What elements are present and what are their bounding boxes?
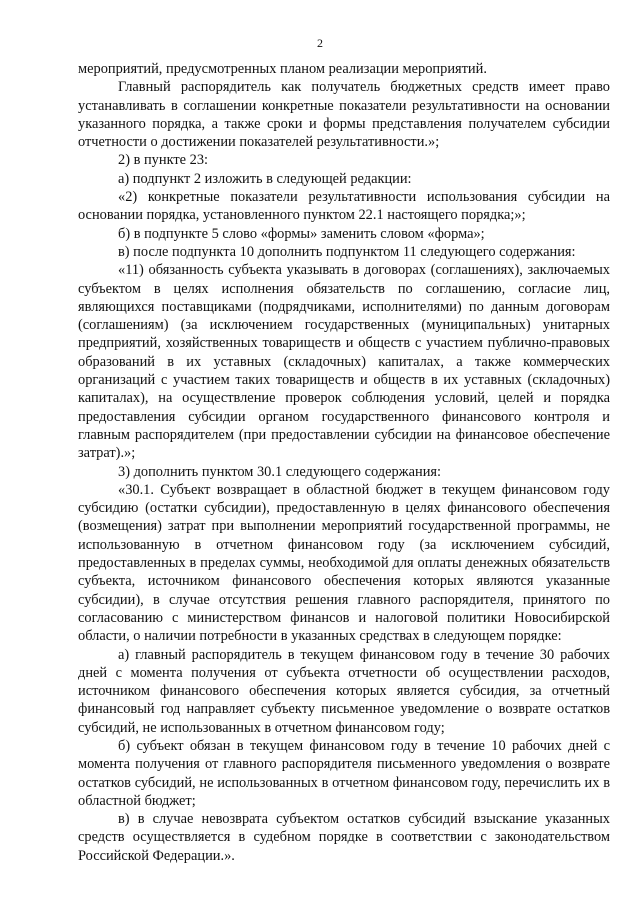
paragraph: а) подпункт 2 изложить в следующей редакции: xyxy=(118,170,412,187)
paragraph: Главный распорядитель как получатель бюджетных средств имеет право устанавливать в соглашении конкретные показатели результативности на основании указанного порядка, а также сроки и формы представления получателем субсидии отчетности о достижении показателей результативности.»; xyxy=(78,79,610,151)
paragraph: б) в подпункте 5 слово «формы» заменить словом «форма»; xyxy=(118,225,485,242)
paragraph: 2) в пункте 23: xyxy=(118,152,209,169)
paragraph: в) после подпункта 10 дополнить подпунктом 11 следующего содержания: xyxy=(118,243,576,260)
paragraph: 3) дополнить пунктом 30.1 следующего содержания: xyxy=(118,463,442,480)
paragraph: «30.1. Субъект возвращает в областной бюджет в текущем финансовом году субсидию (остатки субсидии), предоставленную в целях финансового обеспечения (возмещения) затрат при выполнении мероприятий государственной программы, не использованную в отчетном финансовом году (за исключением субсидий, предоставленных в пределах суммы, необходимой для оплаты денежных обязательств субъекта, источником финансового обеспечения которых являются указанные субсидии), в случае отсутствия решения главного распорядителя, принятого по согласованию с министерством финансов и налоговой политики Новосибирской области, о наличии потребности в указанных средствах в следующем порядке: xyxy=(78,481,610,645)
paragraph: «2) конкретные показатели результативности использования субсидии на основании порядка, установленного пунктом 22.1 настоящего порядка;»; xyxy=(78,189,610,224)
paragraph: в) в случае невозврата субъектом остатков субсидий взыскание указанных средств осуществляется в судебном порядке в соответствии с законодательством Российской Федерации.». xyxy=(78,811,610,864)
paragraph: «11) обязанность субъекта указывать в договорах (соглашениях), заключаемых субъектом в целях исполнения обязательств по соглашению, согласие лиц, являющихся поставщиками (подрядчиками, исполнителями) по данным договорам (соглашениям) (за исключением государственных (муниципальных) унитарных предприятий, хозяйственных товариществ и обществ с участием публично-правовых образований в их уставных (складочных) капиталах, а также коммерческих организаций с участием таких товариществ и обществ в их уставных (складочных) капиталах), на осуществление проверок соблюдения условий, целей и порядка предоставления субсидии органом государственного финансового контроля и главным распорядителем (при предоставлении субсидии на финансовое обеспечение затрат).»; xyxy=(78,262,610,462)
page-number: 2 xyxy=(317,36,323,50)
document-body xyxy=(78,60,610,865)
paragraph: а) главный распорядитель в текущем финансовом году в течение 30 рабочих дней с момента получения от субъекта отчетности об осуществлении расходов, источником финансового обеспечения которых является субсидия, за отчетный финансовый год направляет субъекту письменное уведомление о возврате остатков субсидий, не использованных в отчетном финансовом году; xyxy=(78,646,610,736)
paragraph: б) субъект обязан в текущем финансовом году в течение 10 рабочих дней с момента получения от главного распорядителя письменного уведомления о возврате остатков субсидий, не использованных в отчетном финансовом году, перечислить их в областной бюджет; xyxy=(78,737,610,809)
paragraph-continuation: мероприятий, предусмотренных планом реализации мероприятий. xyxy=(78,61,487,77)
